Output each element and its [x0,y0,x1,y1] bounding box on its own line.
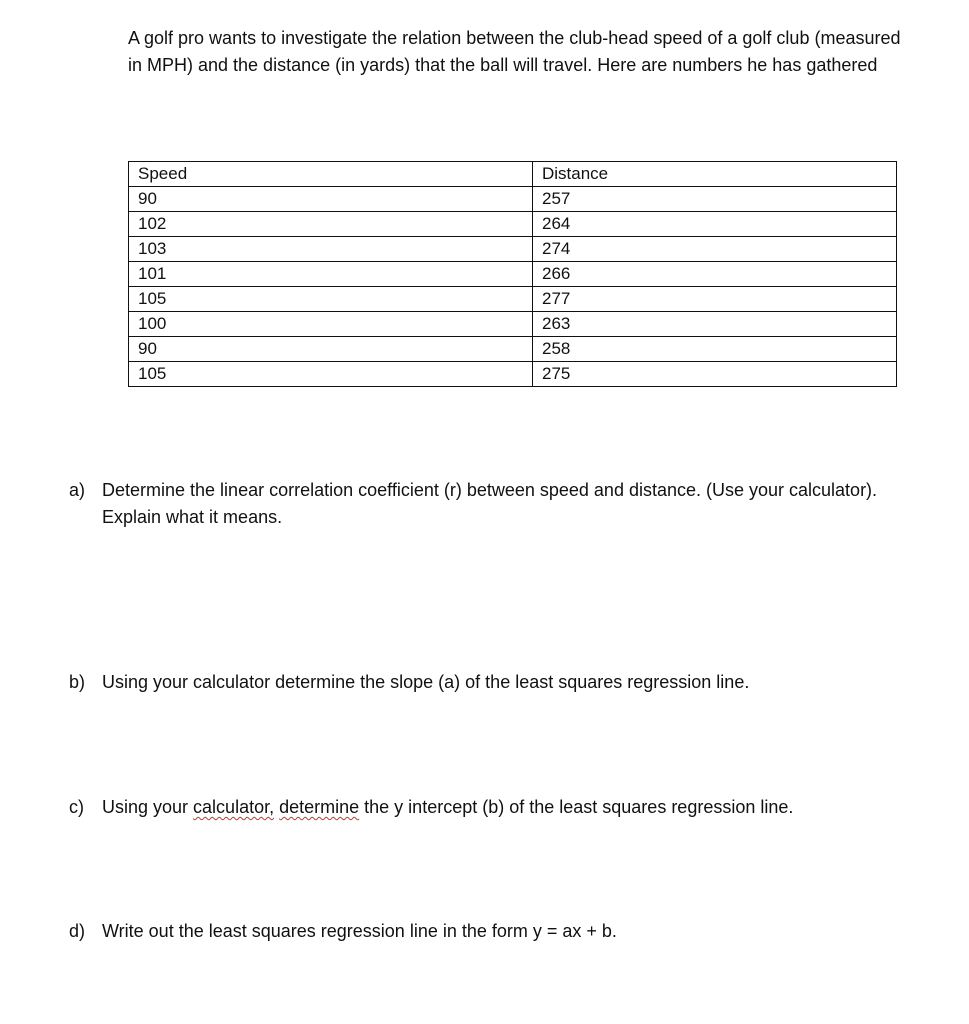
cell-distance: 258 [533,337,897,362]
cell-speed: 105 [129,287,533,312]
question-b [69,669,899,696]
question-c-letter: c) [69,797,84,817]
table-row [129,362,897,387]
question-c [69,794,899,821]
spellcheck-flagged-word[interactable]: calculator, [193,797,275,817]
cell-distance: 263 [533,312,897,337]
cell-speed: 90 [129,187,533,212]
table-row [129,262,897,287]
cell-distance: 274 [533,237,897,262]
cell-distance: 275 [533,362,897,387]
table-header-row [129,162,897,187]
question-c-text-before: Using your [102,797,194,817]
question-a-letter: a) [69,480,86,500]
cell-speed: 90 [129,337,533,362]
question-c-text [102,794,899,821]
table-row [129,312,897,337]
cell-speed: 100 [129,312,533,337]
question-d [69,918,899,945]
intro-paragraph: A golf pro wants to investigate the relation between the club-head speed of a golf club (measured in MPH) and the distance (in yards) that the ball will travel. Here are numbers he has gathered [128,28,901,75]
question-a [69,477,899,531]
question-a-text: Determine the linear correlation coefficient (r) between speed and distance. (Use your calculator). Explain what it means. [102,480,878,527]
table-row [129,187,897,212]
cell-distance: 257 [533,187,897,212]
question-d-text: Write out the least squares regression line in the form y = ax + b. [102,921,617,941]
question-c-text-after: the y intercept (b) of the least squares regression line. [359,797,794,817]
question-b-text: Using your calculator determine the slope (a) of the least squares regression line. [102,672,750,692]
cell-speed: 101 [129,262,533,287]
header-speed: Speed [129,162,533,187]
table-row [129,337,897,362]
cell-distance: 264 [533,212,897,237]
cell-speed: 102 [129,212,533,237]
table-row [129,237,897,262]
cell-distance: 266 [533,262,897,287]
cell-speed: 105 [129,362,533,387]
table-row [129,287,897,312]
speed-distance-table [128,161,897,387]
header-distance: Distance [533,162,897,187]
cell-distance: 277 [533,287,897,312]
question-b-letter: b) [69,672,86,692]
table-row [129,212,897,237]
cell-speed: 103 [129,237,533,262]
spellcheck-flagged-word[interactable]: determine [279,797,360,817]
question-d-letter: d) [69,921,86,941]
